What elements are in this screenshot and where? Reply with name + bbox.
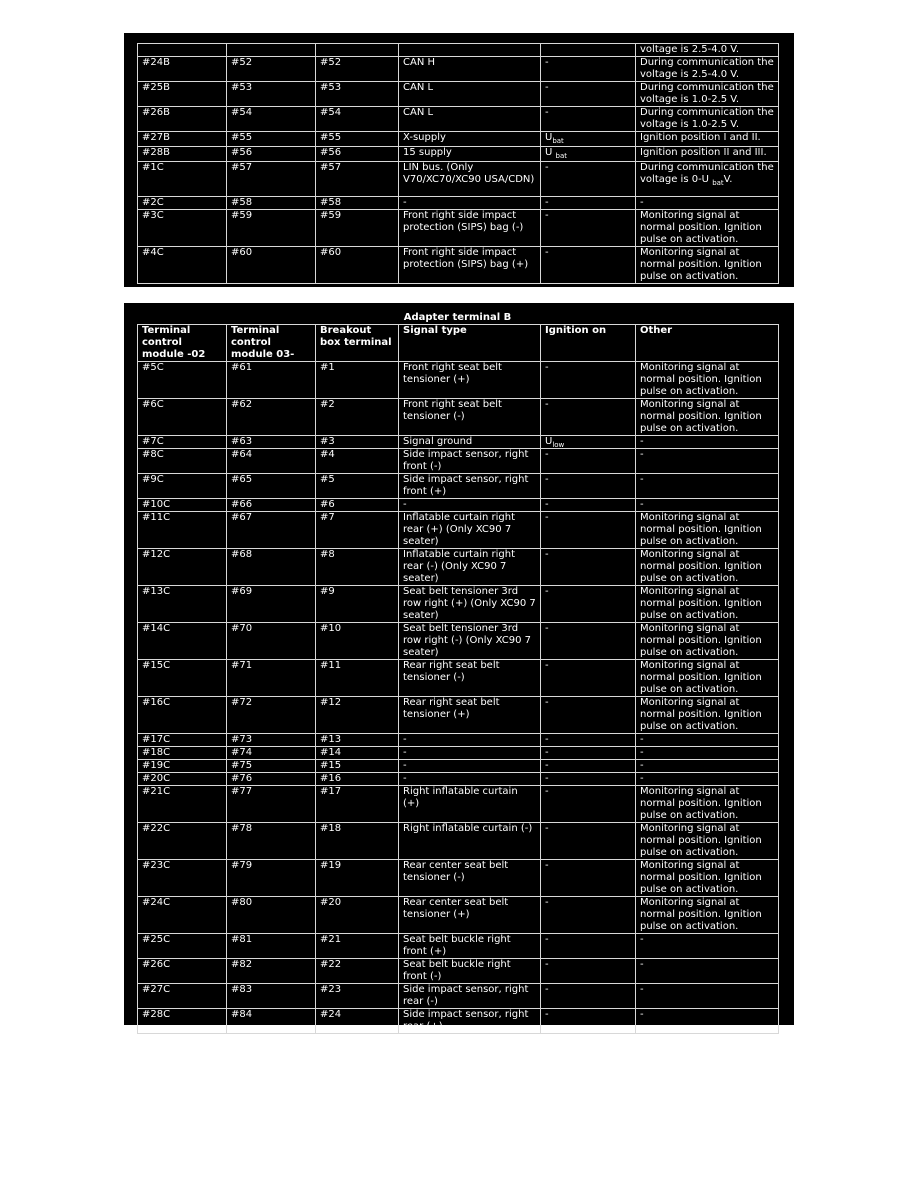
cell-terminal-02: #26B bbox=[138, 107, 227, 132]
cell-signal-type: Signal ground bbox=[399, 436, 541, 449]
cell-ignition-on: - bbox=[541, 362, 636, 399]
cell-ignition-on bbox=[541, 147, 636, 162]
cell-signal-type: - bbox=[399, 734, 541, 747]
cell-signal-type: CAN L bbox=[399, 82, 541, 107]
cell-terminal-03: #68 bbox=[227, 549, 316, 586]
cell-other: Monitoring signal at normal position. Ignition pulse on activation. bbox=[636, 786, 779, 823]
cell-breakout: #53 bbox=[316, 82, 399, 107]
cell-terminal-03: #84 bbox=[227, 1009, 316, 1034]
cell-other: Monitoring signal at normal position. Ignition pulse on activation. bbox=[636, 860, 779, 897]
table-row bbox=[138, 44, 779, 57]
cell-other: Monitoring signal at normal position. Ignition pulse on activation. bbox=[636, 697, 779, 734]
cell-ignition-on: - bbox=[541, 860, 636, 897]
cell-terminal-03: #62 bbox=[227, 399, 316, 436]
cell-other: - bbox=[636, 499, 779, 512]
table-caption: Adapter terminal B bbox=[403, 312, 512, 323]
cell-terminal-02: #2C bbox=[138, 197, 227, 210]
cell-terminal-03: #75 bbox=[227, 760, 316, 773]
cell-breakout: #9 bbox=[316, 586, 399, 623]
table-row bbox=[138, 197, 779, 210]
cell-other: - bbox=[636, 984, 779, 1009]
table-row bbox=[138, 82, 779, 107]
table-row bbox=[138, 747, 779, 760]
cell-ignition-on: - bbox=[541, 162, 636, 197]
cell-other: - bbox=[636, 760, 779, 773]
cell-other: - bbox=[636, 436, 779, 449]
cell-terminal-02: #8C bbox=[138, 449, 227, 474]
table-row bbox=[138, 773, 779, 786]
cell-terminal-02: #20C bbox=[138, 773, 227, 786]
cell-breakout: #22 bbox=[316, 959, 399, 984]
cell-ignition-on: - bbox=[541, 786, 636, 823]
cell-signal-type bbox=[399, 44, 541, 57]
cell-terminal-02: #12C bbox=[138, 549, 227, 586]
cell-ignition-on: - bbox=[541, 247, 636, 284]
cell-other: Monitoring signal at normal position. Ignition pulse on activation. bbox=[636, 210, 779, 247]
cell-other: - bbox=[636, 959, 779, 984]
cell-terminal-02: #24B bbox=[138, 57, 227, 82]
cell-terminal-03: #74 bbox=[227, 747, 316, 760]
cell-ignition-on: - bbox=[541, 934, 636, 959]
cell-terminal-03: #67 bbox=[227, 512, 316, 549]
cell-signal-type: Side impact sensor, right front (-) bbox=[399, 449, 541, 474]
cell-signal-type: - bbox=[399, 760, 541, 773]
cell-ignition-on: - bbox=[541, 449, 636, 474]
cell-breakout: #54 bbox=[316, 107, 399, 132]
cell-ignition-on bbox=[541, 44, 636, 57]
cell-terminal-03: #54 bbox=[227, 107, 316, 132]
cell-signal-type: - bbox=[399, 499, 541, 512]
cell-terminal-03: #53 bbox=[227, 82, 316, 107]
cell-breakout: #1 bbox=[316, 362, 399, 399]
cell-signal-type: - bbox=[399, 773, 541, 786]
cell-signal-type: Rear center seat belt tensioner (+) bbox=[399, 897, 541, 934]
cell-signal-type: CAN H bbox=[399, 57, 541, 82]
table-row bbox=[138, 449, 779, 474]
cell-breakout: #59 bbox=[316, 210, 399, 247]
cell-terminal-03: #78 bbox=[227, 823, 316, 860]
cell-terminal-02: #10C bbox=[138, 499, 227, 512]
table-row bbox=[138, 760, 779, 773]
cell-other: - bbox=[636, 934, 779, 959]
cell-breakout: #13 bbox=[316, 734, 399, 747]
cell-breakout: #12 bbox=[316, 697, 399, 734]
cell-breakout: #8 bbox=[316, 549, 399, 586]
cell-terminal-03: #64 bbox=[227, 449, 316, 474]
cell-signal-type: - bbox=[399, 197, 541, 210]
cell-signal-type: Front right seat belt tensioner (+) bbox=[399, 362, 541, 399]
cell-signal-type: Side impact sensor, right front (+) bbox=[399, 474, 541, 499]
cell-terminal-02 bbox=[138, 44, 227, 57]
cell-ignition-on: - bbox=[541, 197, 636, 210]
cell-terminal-02: #1C bbox=[138, 162, 227, 197]
table-row bbox=[138, 57, 779, 82]
cell-other: Monitoring signal at normal position. Ignition pulse on activation. bbox=[636, 897, 779, 934]
table-row bbox=[138, 934, 779, 959]
cell-terminal-02: #5C bbox=[138, 362, 227, 399]
cell-other: - bbox=[636, 747, 779, 760]
column-header: Terminal control module 03- bbox=[227, 325, 316, 362]
cell-breakout: #58 bbox=[316, 197, 399, 210]
cell-signal-type: Seat belt buckle right front (-) bbox=[399, 959, 541, 984]
cell-terminal-02: #21C bbox=[138, 786, 227, 823]
ignition-subscript: bat bbox=[555, 152, 567, 160]
column-header: Signal type bbox=[399, 325, 541, 362]
table-row bbox=[138, 474, 779, 499]
cell-terminal-03: #83 bbox=[227, 984, 316, 1009]
cell-terminal-03: #79 bbox=[227, 860, 316, 897]
cell-ignition-on: - bbox=[541, 747, 636, 760]
cell-ignition-on: - bbox=[541, 623, 636, 660]
cell-ignition-on: - bbox=[541, 697, 636, 734]
cell-signal-type: Seat belt tensioner 3rd row right (-) (Only XC90 7 seater) bbox=[399, 623, 541, 660]
cell-terminal-02: #15C bbox=[138, 660, 227, 697]
cell-signal-type: - bbox=[399, 747, 541, 760]
cell-terminal-02: #28B bbox=[138, 147, 227, 162]
cell-terminal-02: #27C bbox=[138, 984, 227, 1009]
cell-terminal-02: #18C bbox=[138, 747, 227, 760]
cell-breakout: #57 bbox=[316, 162, 399, 197]
cell-signal-type: Rear right seat belt tensioner (+) bbox=[399, 697, 541, 734]
cell-other: Monitoring signal at normal position. Ignition pulse on activation. bbox=[636, 660, 779, 697]
cell-ignition-on bbox=[541, 436, 636, 449]
cell-signal-type: Front right seat belt tensioner (-) bbox=[399, 399, 541, 436]
terminal-table-1 bbox=[137, 43, 779, 284]
cell-other: During communication the voltage is 2.5-4.0 V. bbox=[636, 57, 779, 82]
cell-terminal-02: #23C bbox=[138, 860, 227, 897]
cell-ignition-on: - bbox=[541, 984, 636, 1009]
cell-other: Monitoring signal at normal position. Ignition pulse on activation. bbox=[636, 586, 779, 623]
cell-ignition-on: - bbox=[541, 660, 636, 697]
cell-ignition-on: - bbox=[541, 399, 636, 436]
table-row bbox=[138, 586, 779, 623]
cell-terminal-03: #57 bbox=[227, 162, 316, 197]
cell-ignition-on: - bbox=[541, 107, 636, 132]
cell-breakout: #52 bbox=[316, 57, 399, 82]
cell-other: - bbox=[636, 1009, 779, 1034]
cell-signal-type: LIN bus. (Only V70/XC70/XC90 USA/CDN) bbox=[399, 162, 541, 197]
cell-terminal-03: #52 bbox=[227, 57, 316, 82]
cell-other: - bbox=[636, 449, 779, 474]
cell-other: Monitoring signal at normal position. Ignition pulse on activation. bbox=[636, 247, 779, 284]
cell-breakout: #20 bbox=[316, 897, 399, 934]
cell-breakout: #21 bbox=[316, 934, 399, 959]
column-header: Ignition on bbox=[541, 325, 636, 362]
cell-terminal-03: #80 bbox=[227, 897, 316, 934]
cell-terminal-03 bbox=[227, 44, 316, 57]
cell-terminal-03: #77 bbox=[227, 786, 316, 823]
cell-signal-type: Side impact sensor, right rear (+) bbox=[399, 1009, 541, 1034]
cell-other: Monitoring signal at normal position. Ignition pulse on activation. bbox=[636, 362, 779, 399]
cell-signal-type: 15 supply bbox=[399, 147, 541, 162]
cell-terminal-02: #24C bbox=[138, 897, 227, 934]
cell-signal-type: Inflatable curtain right rear (-) (Only XC90 7 seater) bbox=[399, 549, 541, 586]
cell-terminal-02: #13C bbox=[138, 586, 227, 623]
table-row bbox=[138, 549, 779, 586]
cell-terminal-03: #82 bbox=[227, 959, 316, 984]
table-row bbox=[138, 399, 779, 436]
cell-terminal-02: #9C bbox=[138, 474, 227, 499]
cell-breakout: #7 bbox=[316, 512, 399, 549]
cell-terminal-02: #3C bbox=[138, 210, 227, 247]
header-row bbox=[138, 325, 779, 362]
cell-signal-type: Right inflatable curtain (-) bbox=[399, 823, 541, 860]
cell-terminal-02: #6C bbox=[138, 399, 227, 436]
ignition-symbol: U bbox=[545, 436, 553, 447]
cell-other bbox=[636, 162, 779, 197]
cell-terminal-02: #22C bbox=[138, 823, 227, 860]
cell-other: Monitoring signal at normal position. Ignition pulse on activation. bbox=[636, 623, 779, 660]
table-row bbox=[138, 512, 779, 549]
table-row bbox=[138, 959, 779, 984]
cell-breakout: #5 bbox=[316, 474, 399, 499]
cell-terminal-03: #71 bbox=[227, 660, 316, 697]
cell-terminal-02: #7C bbox=[138, 436, 227, 449]
cell-breakout: #2 bbox=[316, 399, 399, 436]
cell-terminal-03: #76 bbox=[227, 773, 316, 786]
cell-terminal-02: #27B bbox=[138, 132, 227, 147]
other-text: During communication the voltage is 0-U bbox=[640, 162, 774, 185]
cell-other: Monitoring signal at normal position. Ignition pulse on activation. bbox=[636, 823, 779, 860]
cell-ignition-on: - bbox=[541, 549, 636, 586]
table-row bbox=[138, 623, 779, 660]
table-row bbox=[138, 132, 779, 147]
cell-other: Ignition position I and II. bbox=[636, 132, 779, 147]
cell-ignition-on: - bbox=[541, 773, 636, 786]
table-row bbox=[138, 147, 779, 162]
table-row bbox=[138, 697, 779, 734]
cell-terminal-03: #59 bbox=[227, 210, 316, 247]
table-row bbox=[138, 660, 779, 697]
table-row bbox=[138, 107, 779, 132]
table-row bbox=[138, 823, 779, 860]
cell-signal-type: Front right side impact protection (SIPS) bag (-) bbox=[399, 210, 541, 247]
column-header: Breakout box terminal bbox=[316, 325, 399, 362]
cell-signal-type: CAN L bbox=[399, 107, 541, 132]
cell-other: Monitoring signal at normal position. Ignition pulse on activation. bbox=[636, 399, 779, 436]
cell-breakout: #56 bbox=[316, 147, 399, 162]
cell-breakout: #24 bbox=[316, 1009, 399, 1034]
cell-ignition-on: - bbox=[541, 760, 636, 773]
table-row bbox=[138, 162, 779, 197]
cell-signal-type: Inflatable curtain right rear (+) (Only XC90 7 seater) bbox=[399, 512, 541, 549]
cell-terminal-03: #69 bbox=[227, 586, 316, 623]
cell-other: Monitoring signal at normal position. Ignition pulse on activation. bbox=[636, 549, 779, 586]
cell-other: - bbox=[636, 734, 779, 747]
cell-terminal-03: #58 bbox=[227, 197, 316, 210]
cell-terminal-03: #55 bbox=[227, 132, 316, 147]
table-row bbox=[138, 897, 779, 934]
cell-terminal-03: #60 bbox=[227, 247, 316, 284]
cell-ignition-on: - bbox=[541, 959, 636, 984]
column-header: Other bbox=[636, 325, 779, 362]
cell-terminal-03: #56 bbox=[227, 147, 316, 162]
cell-breakout: #55 bbox=[316, 132, 399, 147]
cell-ignition-on: - bbox=[541, 82, 636, 107]
cell-terminal-03: #66 bbox=[227, 499, 316, 512]
cell-breakout bbox=[316, 44, 399, 57]
cell-terminal-02: #17C bbox=[138, 734, 227, 747]
cell-terminal-02: #19C bbox=[138, 760, 227, 773]
table-row bbox=[138, 247, 779, 284]
table-row bbox=[138, 362, 779, 399]
cell-other: voltage is 2.5-4.0 V. bbox=[636, 44, 779, 57]
cell-signal-type: Side impact sensor, right rear (-) bbox=[399, 984, 541, 1009]
cell-breakout: #16 bbox=[316, 773, 399, 786]
cell-terminal-02: #25B bbox=[138, 82, 227, 107]
cell-ignition-on: - bbox=[541, 512, 636, 549]
cell-other: Ignition position II and III. bbox=[636, 147, 779, 162]
cell-terminal-03: #81 bbox=[227, 934, 316, 959]
cell-breakout: #11 bbox=[316, 660, 399, 697]
cell-breakout: #15 bbox=[316, 760, 399, 773]
cell-ignition-on: - bbox=[541, 1009, 636, 1034]
adapter-terminal-b-block bbox=[124, 303, 794, 1032]
cell-signal-type: Rear center seat belt tensioner (-) bbox=[399, 860, 541, 897]
cell-other: Monitoring signal at normal position. Ignition pulse on activation. bbox=[636, 512, 779, 549]
cell-terminal-03: #70 bbox=[227, 623, 316, 660]
cell-terminal-03: #72 bbox=[227, 697, 316, 734]
table-row bbox=[138, 860, 779, 897]
cell-breakout: #23 bbox=[316, 984, 399, 1009]
cell-ignition-on: - bbox=[541, 734, 636, 747]
cell-breakout: #6 bbox=[316, 499, 399, 512]
cell-terminal-03: #65 bbox=[227, 474, 316, 499]
cell-signal-type: Right inflatable curtain (+) bbox=[399, 786, 541, 823]
cell-ignition-on: - bbox=[541, 499, 636, 512]
ignition-subscript: low bbox=[552, 441, 565, 449]
cell-breakout: #14 bbox=[316, 747, 399, 760]
table-row bbox=[138, 734, 779, 747]
table-row bbox=[138, 786, 779, 823]
cell-breakout: #10 bbox=[316, 623, 399, 660]
cell-ignition-on: - bbox=[541, 897, 636, 934]
cell-terminal-03: #63 bbox=[227, 436, 316, 449]
cell-breakout: #3 bbox=[316, 436, 399, 449]
cell-breakout: #4 bbox=[316, 449, 399, 474]
cell-other: During communication the voltage is 1.0-2.5 V. bbox=[636, 82, 779, 107]
cell-signal-type: Front right side impact protection (SIPS) bag (+) bbox=[399, 247, 541, 284]
terminal-table-continued bbox=[124, 33, 794, 287]
table-row bbox=[138, 436, 779, 449]
cell-breakout: #18 bbox=[316, 823, 399, 860]
cell-terminal-03: #73 bbox=[227, 734, 316, 747]
cell-terminal-02: #26C bbox=[138, 959, 227, 984]
cell-ignition-on: - bbox=[541, 474, 636, 499]
table-row bbox=[138, 499, 779, 512]
cell-signal-type: Seat belt buckle right front (+) bbox=[399, 934, 541, 959]
cell-other: - bbox=[636, 474, 779, 499]
cell-breakout: #60 bbox=[316, 247, 399, 284]
cell-signal-type: Seat belt tensioner 3rd row right (+) (Only XC90 7 seater) bbox=[399, 586, 541, 623]
cell-ignition-on: - bbox=[541, 823, 636, 860]
cell-terminal-02: #11C bbox=[138, 512, 227, 549]
cell-terminal-03: #61 bbox=[227, 362, 316, 399]
cell-other: During communication the voltage is 1.0-2.5 V. bbox=[636, 107, 779, 132]
cell-signal-type: Rear right seat belt tensioner (-) bbox=[399, 660, 541, 697]
ignition-symbol: U bbox=[545, 132, 553, 143]
cell-terminal-02: #16C bbox=[138, 697, 227, 734]
cell-terminal-02: #25C bbox=[138, 934, 227, 959]
ignition-symbol: U bbox=[545, 147, 556, 158]
terminal-table-2 bbox=[137, 324, 779, 1034]
cell-other: - bbox=[636, 773, 779, 786]
cell-breakout: #17 bbox=[316, 786, 399, 823]
other-subscript: bat bbox=[712, 179, 724, 187]
cell-ignition-on bbox=[541, 132, 636, 147]
cell-ignition-on: - bbox=[541, 57, 636, 82]
other-tail: V. bbox=[723, 174, 733, 185]
cell-other: - bbox=[636, 197, 779, 210]
table-row bbox=[138, 984, 779, 1009]
cell-ignition-on: - bbox=[541, 586, 636, 623]
cell-breakout: #19 bbox=[316, 860, 399, 897]
cell-terminal-02: #28C bbox=[138, 1009, 227, 1034]
cell-terminal-02: #14C bbox=[138, 623, 227, 660]
cell-ignition-on: - bbox=[541, 210, 636, 247]
cell-signal-type: X-supply bbox=[399, 132, 541, 147]
cell-terminal-02: #4C bbox=[138, 247, 227, 284]
ignition-subscript: bat bbox=[552, 137, 564, 145]
column-header: Terminal control module -02 bbox=[138, 325, 227, 362]
table-row bbox=[138, 1009, 779, 1034]
table-row bbox=[138, 210, 779, 247]
